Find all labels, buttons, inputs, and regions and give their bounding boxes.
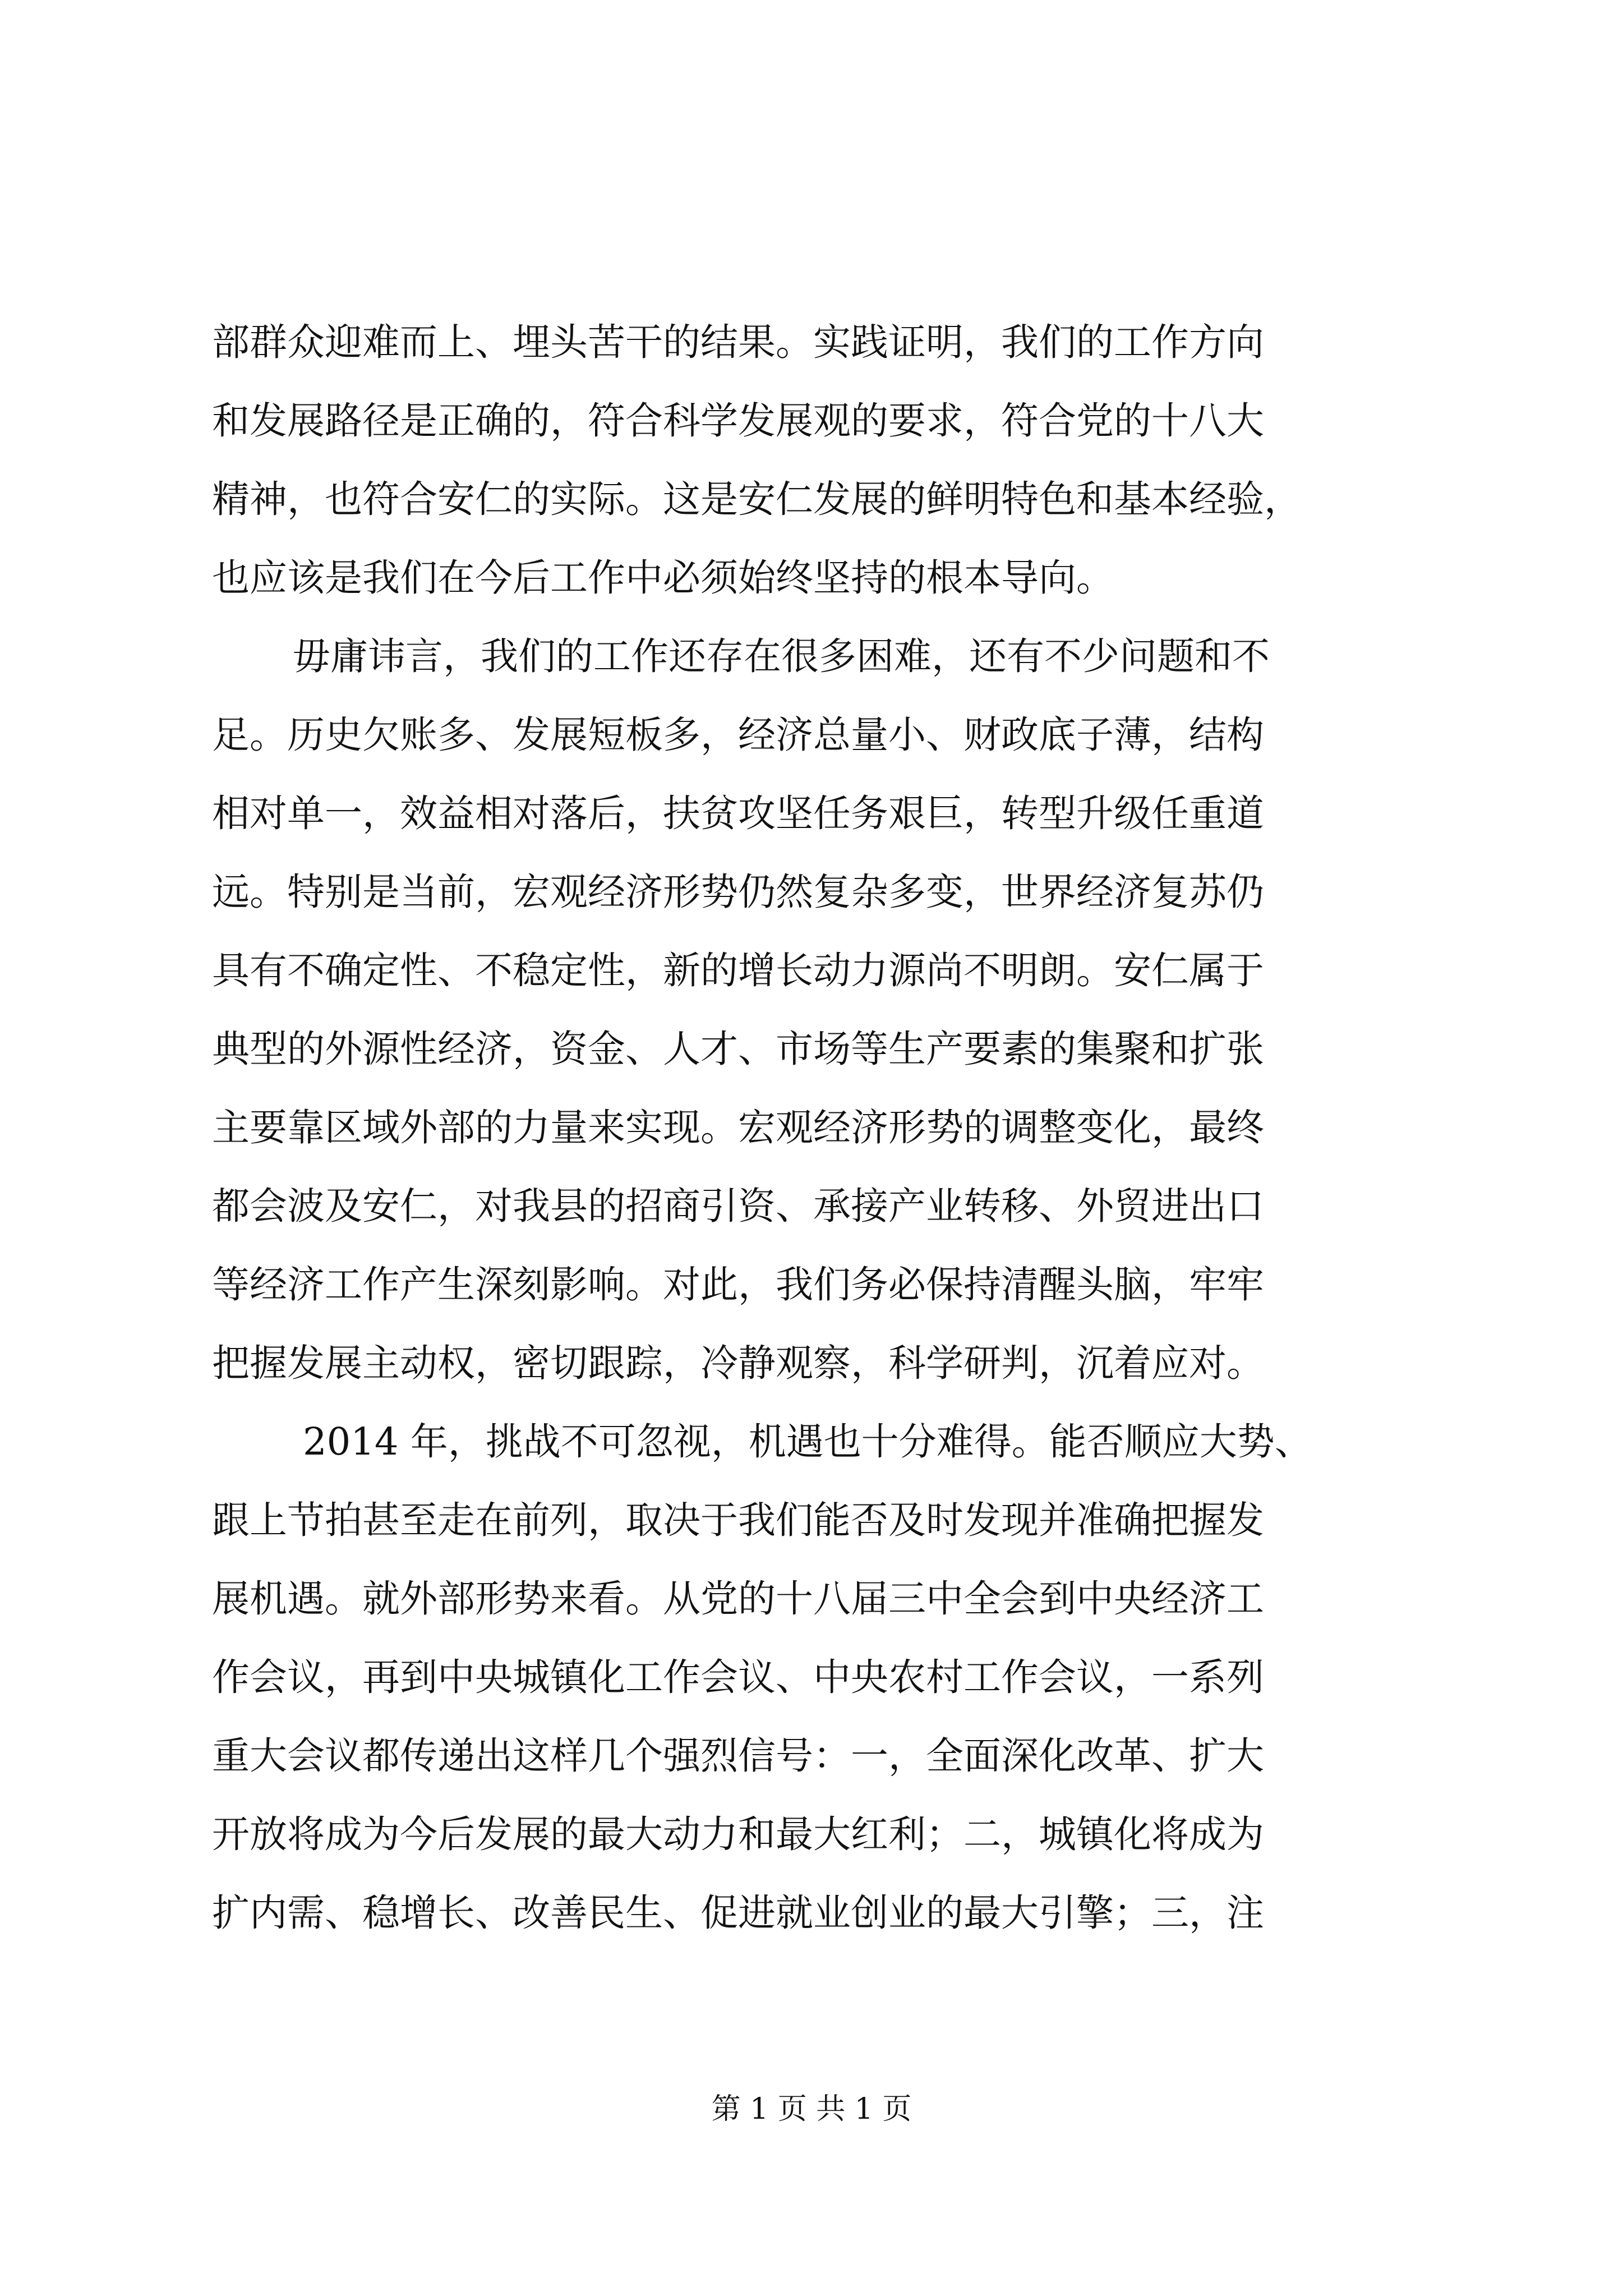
text-line: 展机遇。就外部形势来看。从党的十八届三中全会到中央经济工 [212, 1577, 1264, 1621]
text-line: 足。历史欠账多、发展短板多，经济总量小、财政底子薄，结构 [212, 713, 1264, 757]
text-line: 毋庸讳言，我们的工作还存在很多困难，还有不少问题和不 [293, 634, 1270, 678]
text-line: 扩内需、稳增长、改善民生、促进就业创业的最大引擎；三，注 [212, 1891, 1264, 1935]
text-line: 和发展路径是正确的，符合科学发展观的要求，符合党的十八大 [212, 399, 1264, 443]
text-line: 把握发展主动权，密切跟踪，冷静观察，科学研判，沉着应对。 [212, 1341, 1264, 1385]
text-line: 部群众迎难而上、埋头苦干的结果。实践证明，我们的工作方向 [212, 320, 1264, 364]
text-line: 远。特别是当前，宏观经济形势仍然复杂多变，世界经济复苏仍 [212, 870, 1264, 914]
text-line: 都会波及安仁，对我县的招商引资、承接产业转移、外贸进出口 [212, 1184, 1264, 1228]
text-line: 2014 年，挑战不可忽视，机遇也十分难得。能否顺应大势、 [303, 1420, 1312, 1464]
text-line: 开放将成为今后发展的最大动力和最大红利；二，城镇化将成为 [212, 1812, 1264, 1856]
text-line: 作会议，再到中央城镇化工作会议、中央农村工作会议，一系列 [212, 1655, 1264, 1699]
text-line: 等经济工作产生深刻影响。对此，我们务必保持清醒头脑，牢牢 [212, 1263, 1264, 1306]
text-line: 重大会议都传递出这样几个强烈信号：一，全面深化改革、扩大 [212, 1734, 1264, 1778]
text-line: 主要靠区域外部的力量来实现。宏观经济形势的调整变化，最终 [212, 1106, 1264, 1149]
text-line: 具有不确定性、不稳定性，新的增长动力源尚不明朗。安仁属于 [212, 949, 1264, 992]
text-line: 典型的外源性经济，资金、人才、市场等生产要素的集聚和扩张 [212, 1027, 1264, 1071]
text-line: 相对单一，效益相对落后，扶贫攻坚任务艰巨，转型升级任重道 [212, 792, 1264, 835]
text-line: 也应该是我们在今后工作中必须始终坚持的根本导向。 [212, 556, 1114, 600]
text-line: 精神，也符合安仁的实际。这是安仁发展的鲜明特色和基本经验， [212, 477, 1302, 521]
page-footer: 第 1 页 共 1 页 [711, 2092, 912, 2126]
text-line: 跟上节拍甚至走在前列，取决于我们能否及时发现并准确把握发 [212, 1498, 1264, 1542]
